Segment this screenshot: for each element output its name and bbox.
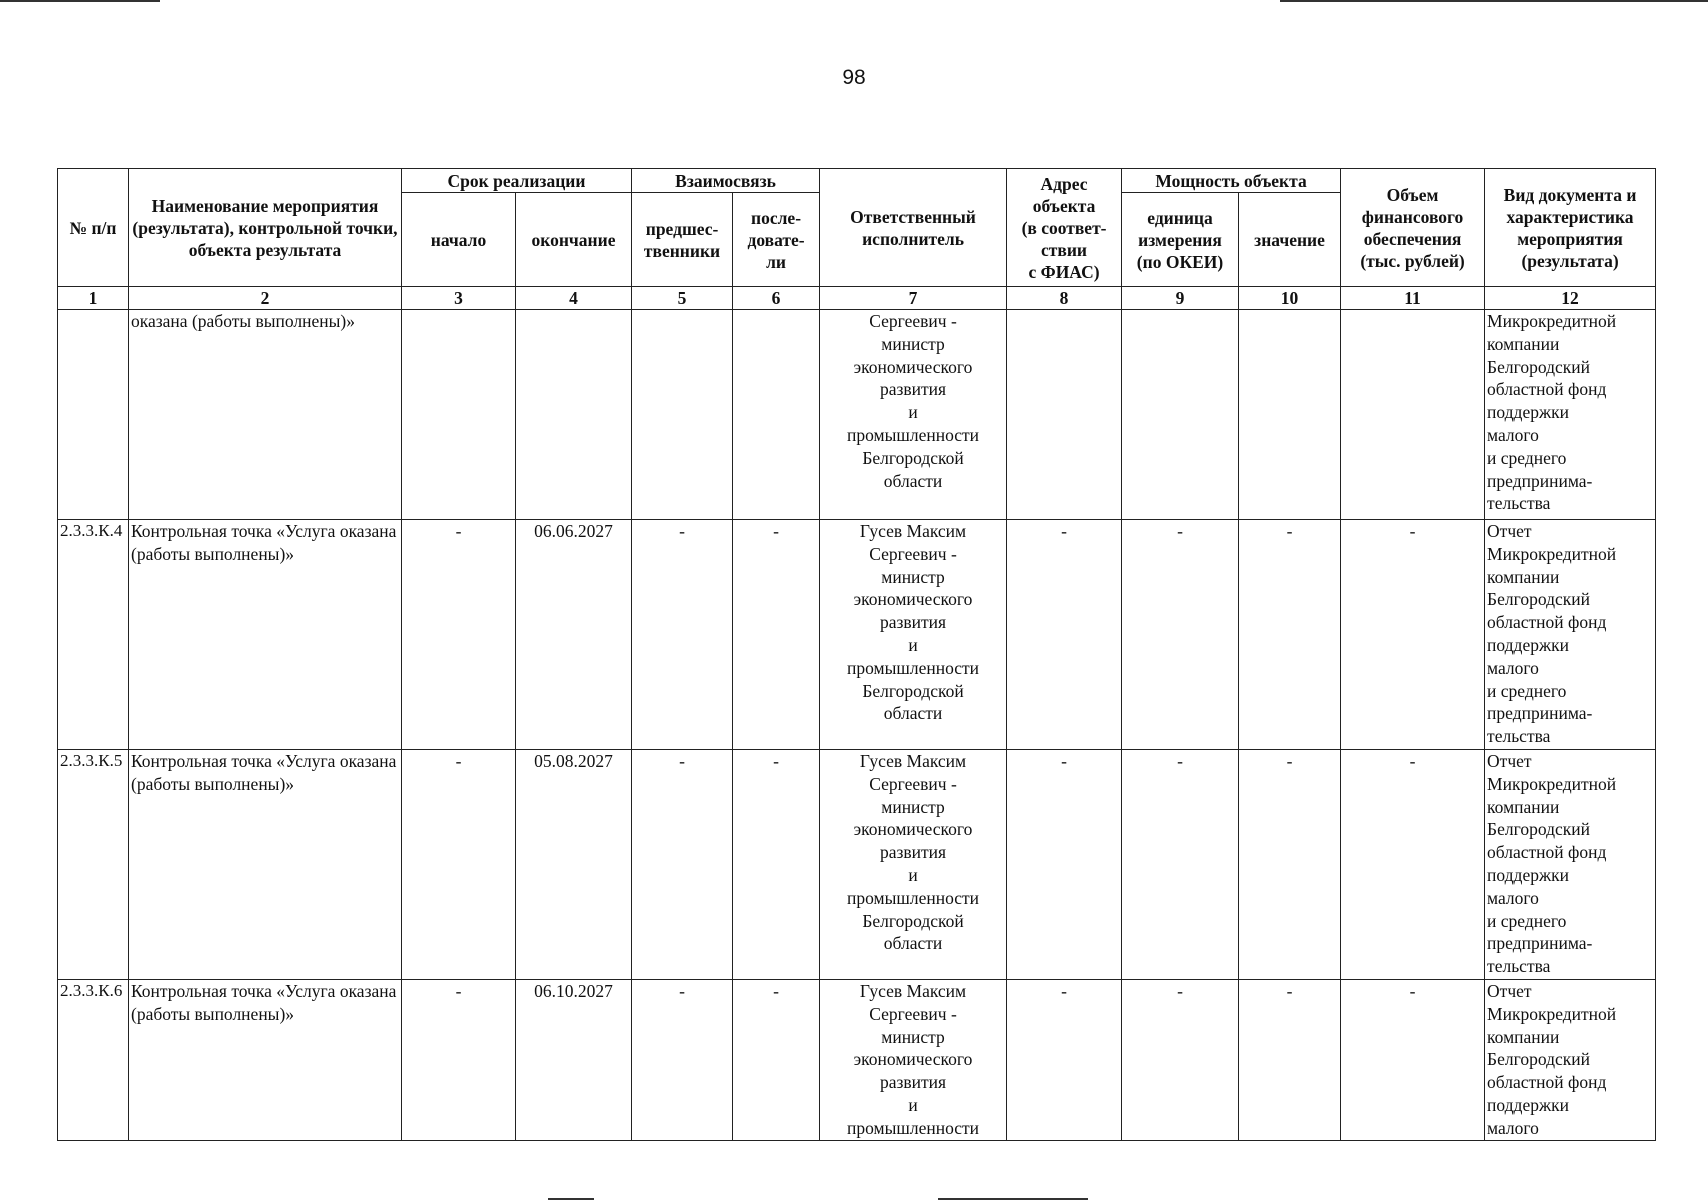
header-capacity-group: Мощность объекта (1122, 169, 1341, 193)
row-end (516, 310, 632, 520)
row-value (1239, 310, 1341, 520)
header-row-1 (58, 169, 1656, 193)
row-document: Микрокредитной компании Белгородский областной фонд поддержки малого и среднего предпринима- тельства (1485, 310, 1656, 520)
row-name: оказана (работы выполнены)» (129, 310, 402, 520)
column-number: 3 (402, 287, 516, 310)
header-predecessors: предшес- твенники (632, 193, 733, 287)
row-id: 2.3.3.К.6 (58, 980, 129, 1141)
row-financing: - (1341, 520, 1485, 750)
column-number: 11 (1341, 287, 1485, 310)
row-end: 05.08.2027 (516, 750, 632, 980)
header-link-group: Взаимосвязь (632, 169, 820, 193)
row-responsible: Гусев Максим Сергеевич - министр экономического развития и промышленности Белгородской области (820, 520, 1007, 750)
row-unit: - (1122, 520, 1239, 750)
row-name: Контрольная точка «Услуга оказана (работы выполнены)» (129, 520, 402, 750)
row-predecessors: - (632, 980, 733, 1141)
row-unit: - (1122, 750, 1239, 980)
row-start: - (402, 980, 516, 1141)
row-address: - (1007, 520, 1122, 750)
row-document: Отчет Микрокредитной компании Белгородский областной фонд поддержки малого (1485, 980, 1656, 1141)
table-row (58, 750, 1656, 980)
header-value: значение (1239, 193, 1341, 287)
row-end: 06.06.2027 (516, 520, 632, 750)
row-financing: - (1341, 750, 1485, 980)
row-unit: - (1122, 980, 1239, 1141)
header-financing: Объем финансового обеспечения (тыс. рублей) (1341, 169, 1485, 287)
row-value: - (1239, 520, 1341, 750)
column-number: 12 (1485, 287, 1656, 310)
row-document: Отчет Микрокредитной компании Белгородский областной фонд поддержки малого и среднего предпринима- тельства (1485, 520, 1656, 750)
column-number: 1 (58, 287, 129, 310)
row-responsible: Сергеевич - министр экономического развития и промышленности Белгородской области (820, 310, 1007, 520)
row-id: 2.3.3.К.5 (58, 750, 129, 980)
row-predecessors: - (632, 520, 733, 750)
scan-edge-top-left (0, 0, 160, 2)
row-value: - (1239, 750, 1341, 980)
row-address (1007, 310, 1122, 520)
table-row (58, 310, 1656, 520)
page-number: 98 (842, 66, 866, 89)
header-document: Вид документа и характеристика мероприятия (результата) (1485, 169, 1656, 287)
row-address: - (1007, 980, 1122, 1141)
row-id (58, 310, 129, 520)
table-row (58, 980, 1656, 1141)
header-name: Наименование мероприятия (результата), контрольной точки, объекта результата (129, 169, 402, 287)
row-successors: - (733, 750, 820, 980)
row-successors: - (733, 520, 820, 750)
header-successors: после- довате- ли (733, 193, 820, 287)
header-end: окончание (516, 193, 632, 287)
row-successors: - (733, 980, 820, 1141)
column-number-row (58, 287, 1656, 310)
row-responsible: Гусев Максим Сергеевич - министр экономического развития и промышленности (820, 980, 1007, 1141)
header-term-group: Срок реализации (402, 169, 632, 193)
row-start: - (402, 520, 516, 750)
row-financing: - (1341, 980, 1485, 1141)
header-start: начало (402, 193, 516, 287)
column-number: 9 (1122, 287, 1239, 310)
header-address: Адрес объекта (в соответ- ствии с ФИАС) (1007, 169, 1122, 287)
row-predecessors: - (632, 750, 733, 980)
column-number: 7 (820, 287, 1007, 310)
row-successors (733, 310, 820, 520)
row-id: 2.3.3.К.4 (58, 520, 129, 750)
scan-edge-top-right (1280, 0, 1708, 2)
row-end: 06.10.2027 (516, 980, 632, 1141)
header-num: № п/п (58, 169, 129, 287)
row-financing (1341, 310, 1485, 520)
column-number: 8 (1007, 287, 1122, 310)
header-unit: единица измерения (по ОКЕИ) (1122, 193, 1239, 287)
row-document: Отчет Микрокредитной компании Белгородский областной фонд поддержки малого и среднего предпринима- тельства (1485, 750, 1656, 980)
header-responsible: Ответственный исполнитель (820, 169, 1007, 287)
column-number: 4 (516, 287, 632, 310)
row-unit (1122, 310, 1239, 520)
row-name: Контрольная точка «Услуга оказана (работы выполнены)» (129, 750, 402, 980)
column-number: 2 (129, 287, 402, 310)
column-number: 6 (733, 287, 820, 310)
column-number: 5 (632, 287, 733, 310)
row-start (402, 310, 516, 520)
plan-table (57, 168, 1656, 1141)
row-name: Контрольная точка «Услуга оказана (работы выполнены)» (129, 980, 402, 1141)
row-address: - (1007, 750, 1122, 980)
row-predecessors (632, 310, 733, 520)
table-row (58, 520, 1656, 750)
row-value: - (1239, 980, 1341, 1141)
row-responsible: Гусев Максим Сергеевич - министр экономического развития и промышленности Белгородской области (820, 750, 1007, 980)
row-start: - (402, 750, 516, 980)
column-number: 10 (1239, 287, 1341, 310)
